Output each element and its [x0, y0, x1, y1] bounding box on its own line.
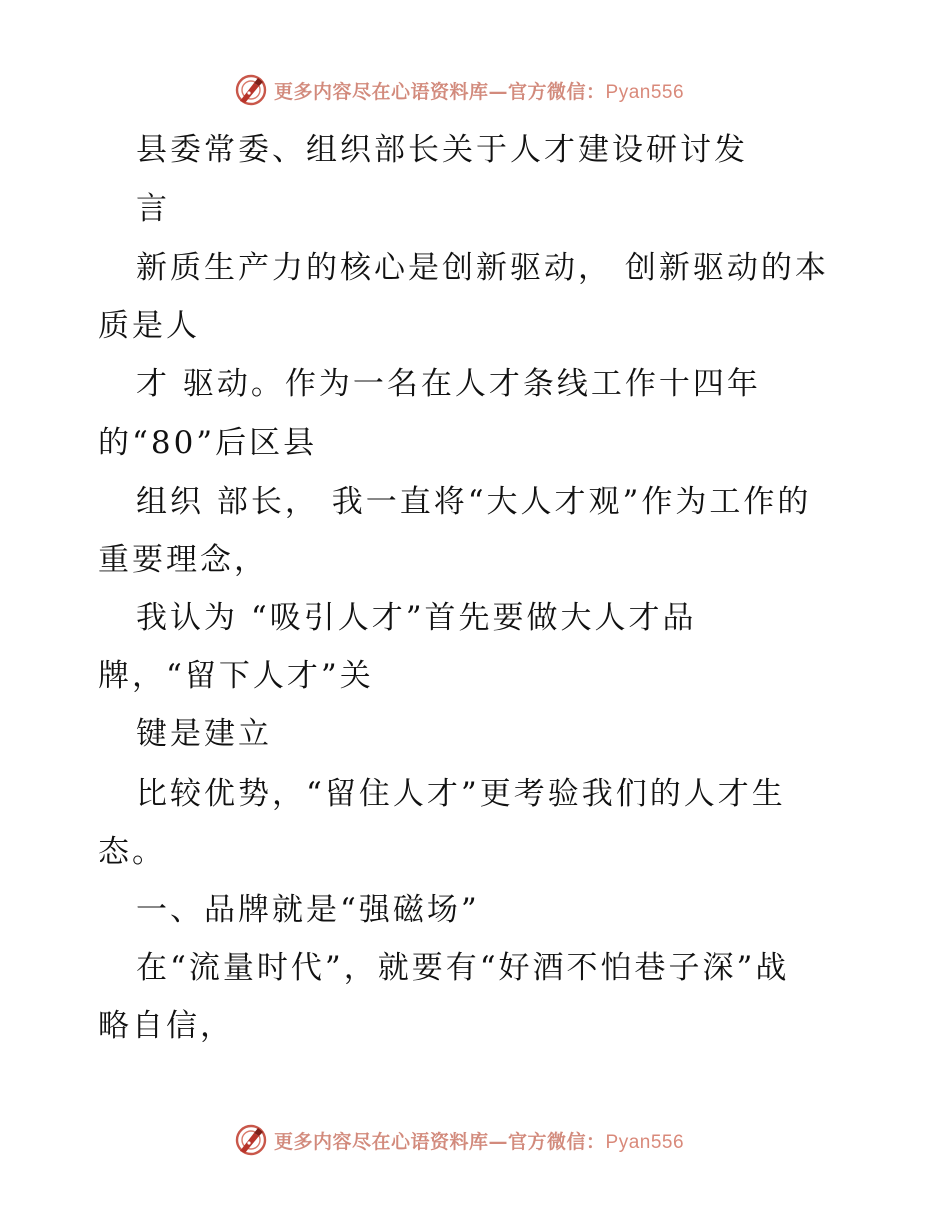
watermark-text [274, 77, 684, 104]
paragraph-line: 键是建立 [136, 716, 272, 752]
pen-nib-logo-icon [234, 73, 268, 107]
paragraph-line: 重要理念， [98, 542, 268, 578]
footer-watermark-banner [234, 1122, 684, 1158]
paragraph-line: 的“80”后区县 [98, 425, 318, 461]
watermark-label: 更多内容尽在心语资料库—官方微信： [274, 1130, 606, 1153]
watermark-wechat-id: Pyan556 [605, 81, 685, 103]
watermark-wechat-id: Pyan556 [605, 1131, 685, 1153]
paragraph-line: 略自信， [98, 1008, 234, 1044]
paragraph-line: 比较优势，“留住人才”更考验我们的人才生 [136, 776, 786, 812]
paragraph-line: 在“流量时代”，就要有“好酒不怕巷子深”战 [136, 950, 790, 986]
title-line-2: 言 [136, 191, 170, 227]
paragraph-line: 牌，“留下人才”关 [98, 658, 374, 694]
watermark-text [274, 1127, 684, 1154]
paragraph-line: 新质生产力的核心是创新驱动， 创新驱动的本 [136, 250, 829, 286]
section-heading: 一、品牌就是“强磁场” [136, 892, 480, 928]
paragraph-line: 我认为 “吸引人才”首先要做大人才品 [136, 600, 697, 636]
title-line-1: 县委常委、组织部长关于人才建设研讨发 [136, 132, 748, 168]
watermark-label: 更多内容尽在心语资料库—官方微信： [274, 80, 606, 103]
paragraph-line: 组织 部长， 我一直将“大人才观”作为工作的 [136, 484, 812, 520]
paragraph-line: 才 驱动。作为一名在人才条线工作十四年 [136, 366, 761, 402]
pen-nib-logo-icon [234, 1123, 268, 1157]
header-watermark-banner [234, 72, 684, 108]
paragraph-line: 质是人 [98, 308, 200, 344]
paragraph-line: 态。 [98, 834, 166, 870]
